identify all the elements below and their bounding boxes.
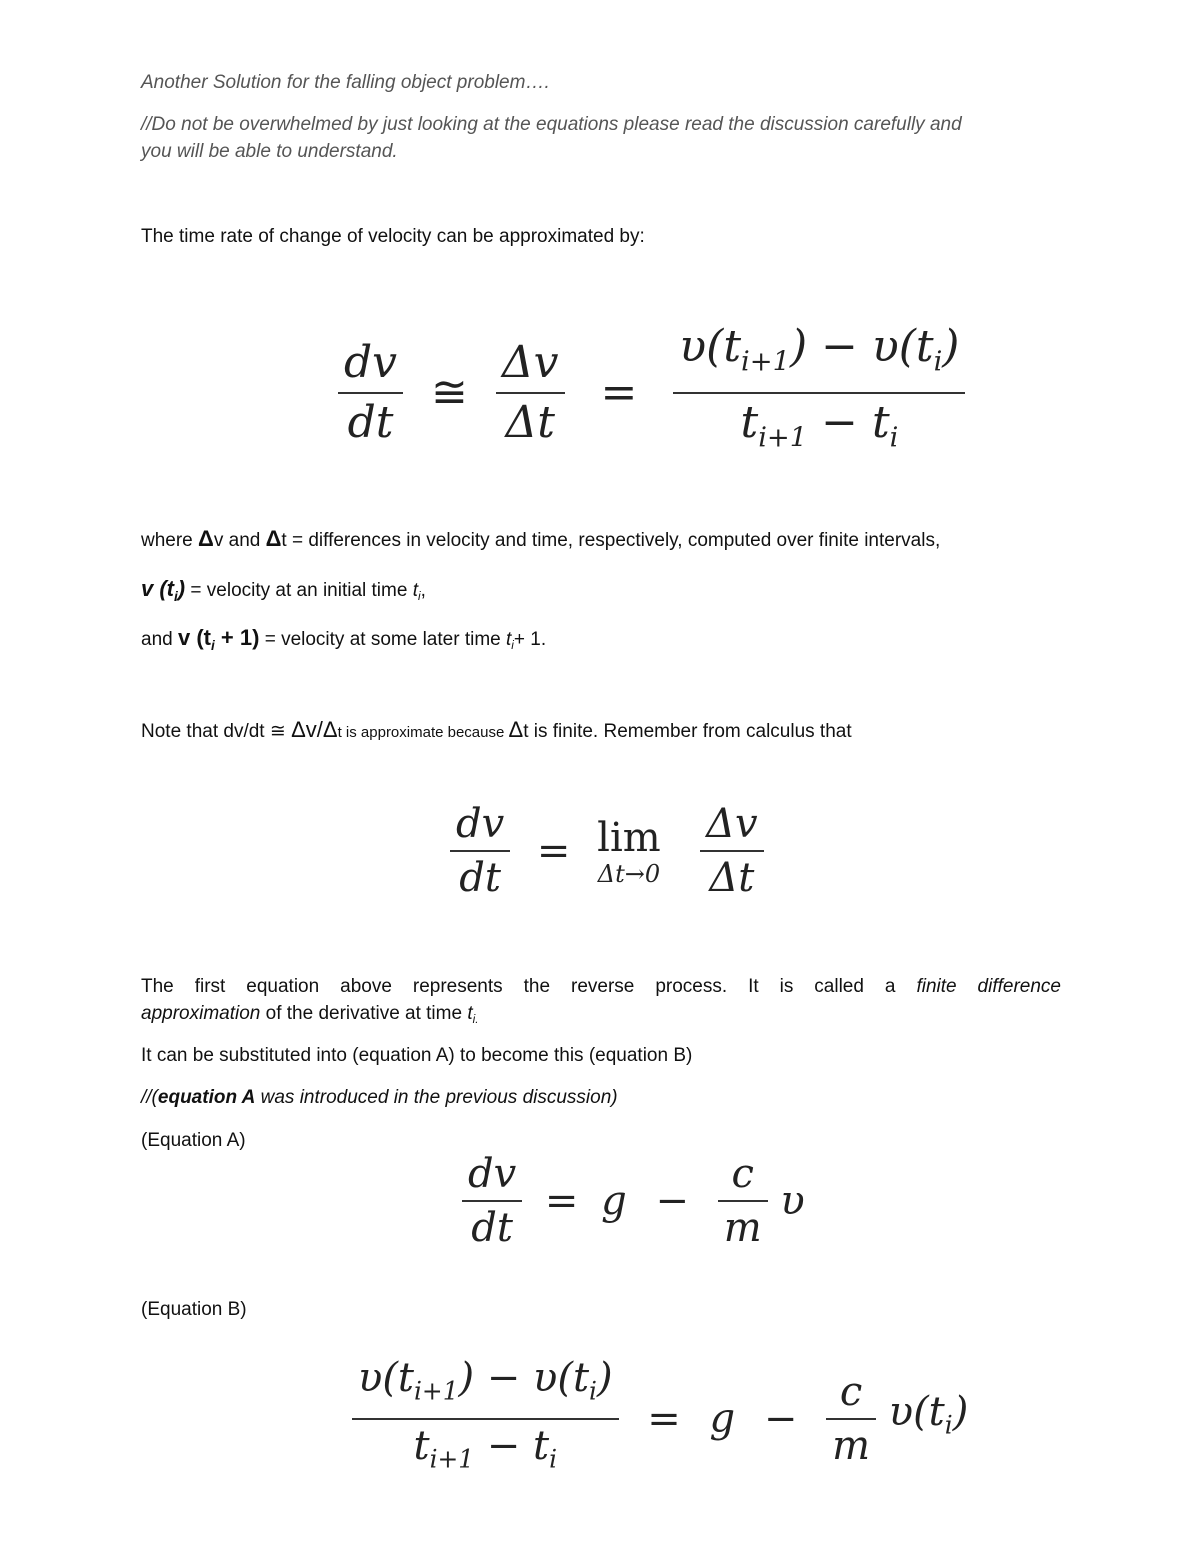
gravity-symbol: g bbox=[709, 1395, 736, 1442]
equation-b-label: (Equation B) bbox=[141, 1299, 247, 1320]
paragraph-finite-difference: The first equation above represents the reverse process. It is called a finite difference approximation of the derivative at time $t_{i.}$ bbox=[141, 976, 1061, 1027]
fraction-c-m bbox=[718, 1148, 768, 1254]
fraction-dv-dt bbox=[450, 798, 510, 904]
definition-line-later: and v $(t_i + 1)$ = velocity at some later time $t_i+ 1$. bbox=[141, 625, 547, 653]
numerator-dv: dv bbox=[468, 1151, 517, 1197]
intro-note-line-1: //Do not be overwhelmed by just looking at the equations please read the discussion carefully and bbox=[141, 114, 962, 135]
note-approximation: Note that dv/dt ≅ Δv/Δt is approximate because Δt is finite. Remember from calculus that bbox=[141, 717, 852, 742]
gravity-symbol: g bbox=[601, 1178, 627, 1224]
numerator-dv: dv bbox=[344, 336, 398, 388]
numerator-delta-v: Δv bbox=[501, 336, 559, 388]
denominator-m: m bbox=[832, 1422, 871, 1469]
numerator-delta-v: Δv bbox=[706, 801, 758, 847]
velocity-at-ti: $\upsilon(t_i)$ bbox=[888, 1388, 969, 1440]
denominator-dt: dt bbox=[471, 1205, 513, 1251]
definition-line-initial: v $(t_i)$ = velocity at an initial time $t_i$, bbox=[141, 576, 426, 604]
fraction-c-m bbox=[826, 1366, 876, 1472]
limit-operator: lim Δt→0 bbox=[597, 815, 661, 888]
numerator-difference: $\upsilon(t_{i+1}) - \upsilon(t_i)$ bbox=[358, 1355, 613, 1406]
fraction-difference bbox=[352, 1352, 619, 1485]
substitution-note: It can be substituted into (equation A) to become this (equation B) bbox=[141, 1045, 693, 1066]
equals-symbol: = bbox=[600, 366, 638, 418]
numerator-c: c bbox=[839, 1368, 863, 1415]
equals-symbol: = bbox=[544, 1178, 579, 1224]
equation-finite-difference bbox=[338, 318, 965, 467]
equals-symbol: = bbox=[536, 828, 571, 874]
equation-a-label: (Equation A) bbox=[141, 1130, 246, 1151]
denominator-m: m bbox=[723, 1205, 762, 1251]
denominator-difference: $t_{i+1} - t_i$ bbox=[740, 396, 899, 454]
denominator-dt: dt bbox=[459, 855, 501, 901]
fraction-delta bbox=[496, 334, 565, 452]
numerator-c: c bbox=[731, 1151, 754, 1197]
intro-title: Another Solution for the falling object problem…. bbox=[141, 72, 550, 93]
reference-note: //(equation A was introduced in the previous discussion) bbox=[141, 1087, 618, 1108]
equation-b bbox=[352, 1352, 968, 1485]
equation-a bbox=[462, 1148, 805, 1254]
fraction-dv-dt bbox=[338, 334, 403, 452]
minus-symbol: − bbox=[655, 1178, 689, 1224]
velocity-symbol: υ bbox=[780, 1178, 805, 1224]
equation-limit bbox=[450, 798, 764, 904]
fraction-difference bbox=[673, 318, 965, 467]
equals-symbol: = bbox=[647, 1395, 681, 1442]
denominator-delta-t: Δt bbox=[709, 855, 755, 901]
fraction-delta bbox=[700, 798, 763, 904]
numerator-difference: $\upsilon(t_{i+1}) - \upsilon(t_i)$ bbox=[679, 321, 960, 378]
approx-symbol: ≅ bbox=[431, 366, 468, 418]
fraction-dv-dt bbox=[462, 1148, 522, 1254]
denominator-delta-t: Δt bbox=[505, 396, 555, 448]
numerator-dv: dv bbox=[456, 801, 505, 847]
denominator-difference: $t_{i+1} - t_i$ bbox=[413, 1422, 558, 1474]
denominator-dt: dt bbox=[347, 396, 394, 448]
minus-symbol: − bbox=[763, 1395, 798, 1442]
intro-note-line-2: you will be able to understand. bbox=[141, 141, 398, 162]
section-lead: The time rate of change of velocity can be approximated by: bbox=[141, 226, 645, 247]
definition-line-deltas: where Δv and Δt = differences in velocity and time, respectively, computed over finite intervals, bbox=[141, 526, 941, 551]
